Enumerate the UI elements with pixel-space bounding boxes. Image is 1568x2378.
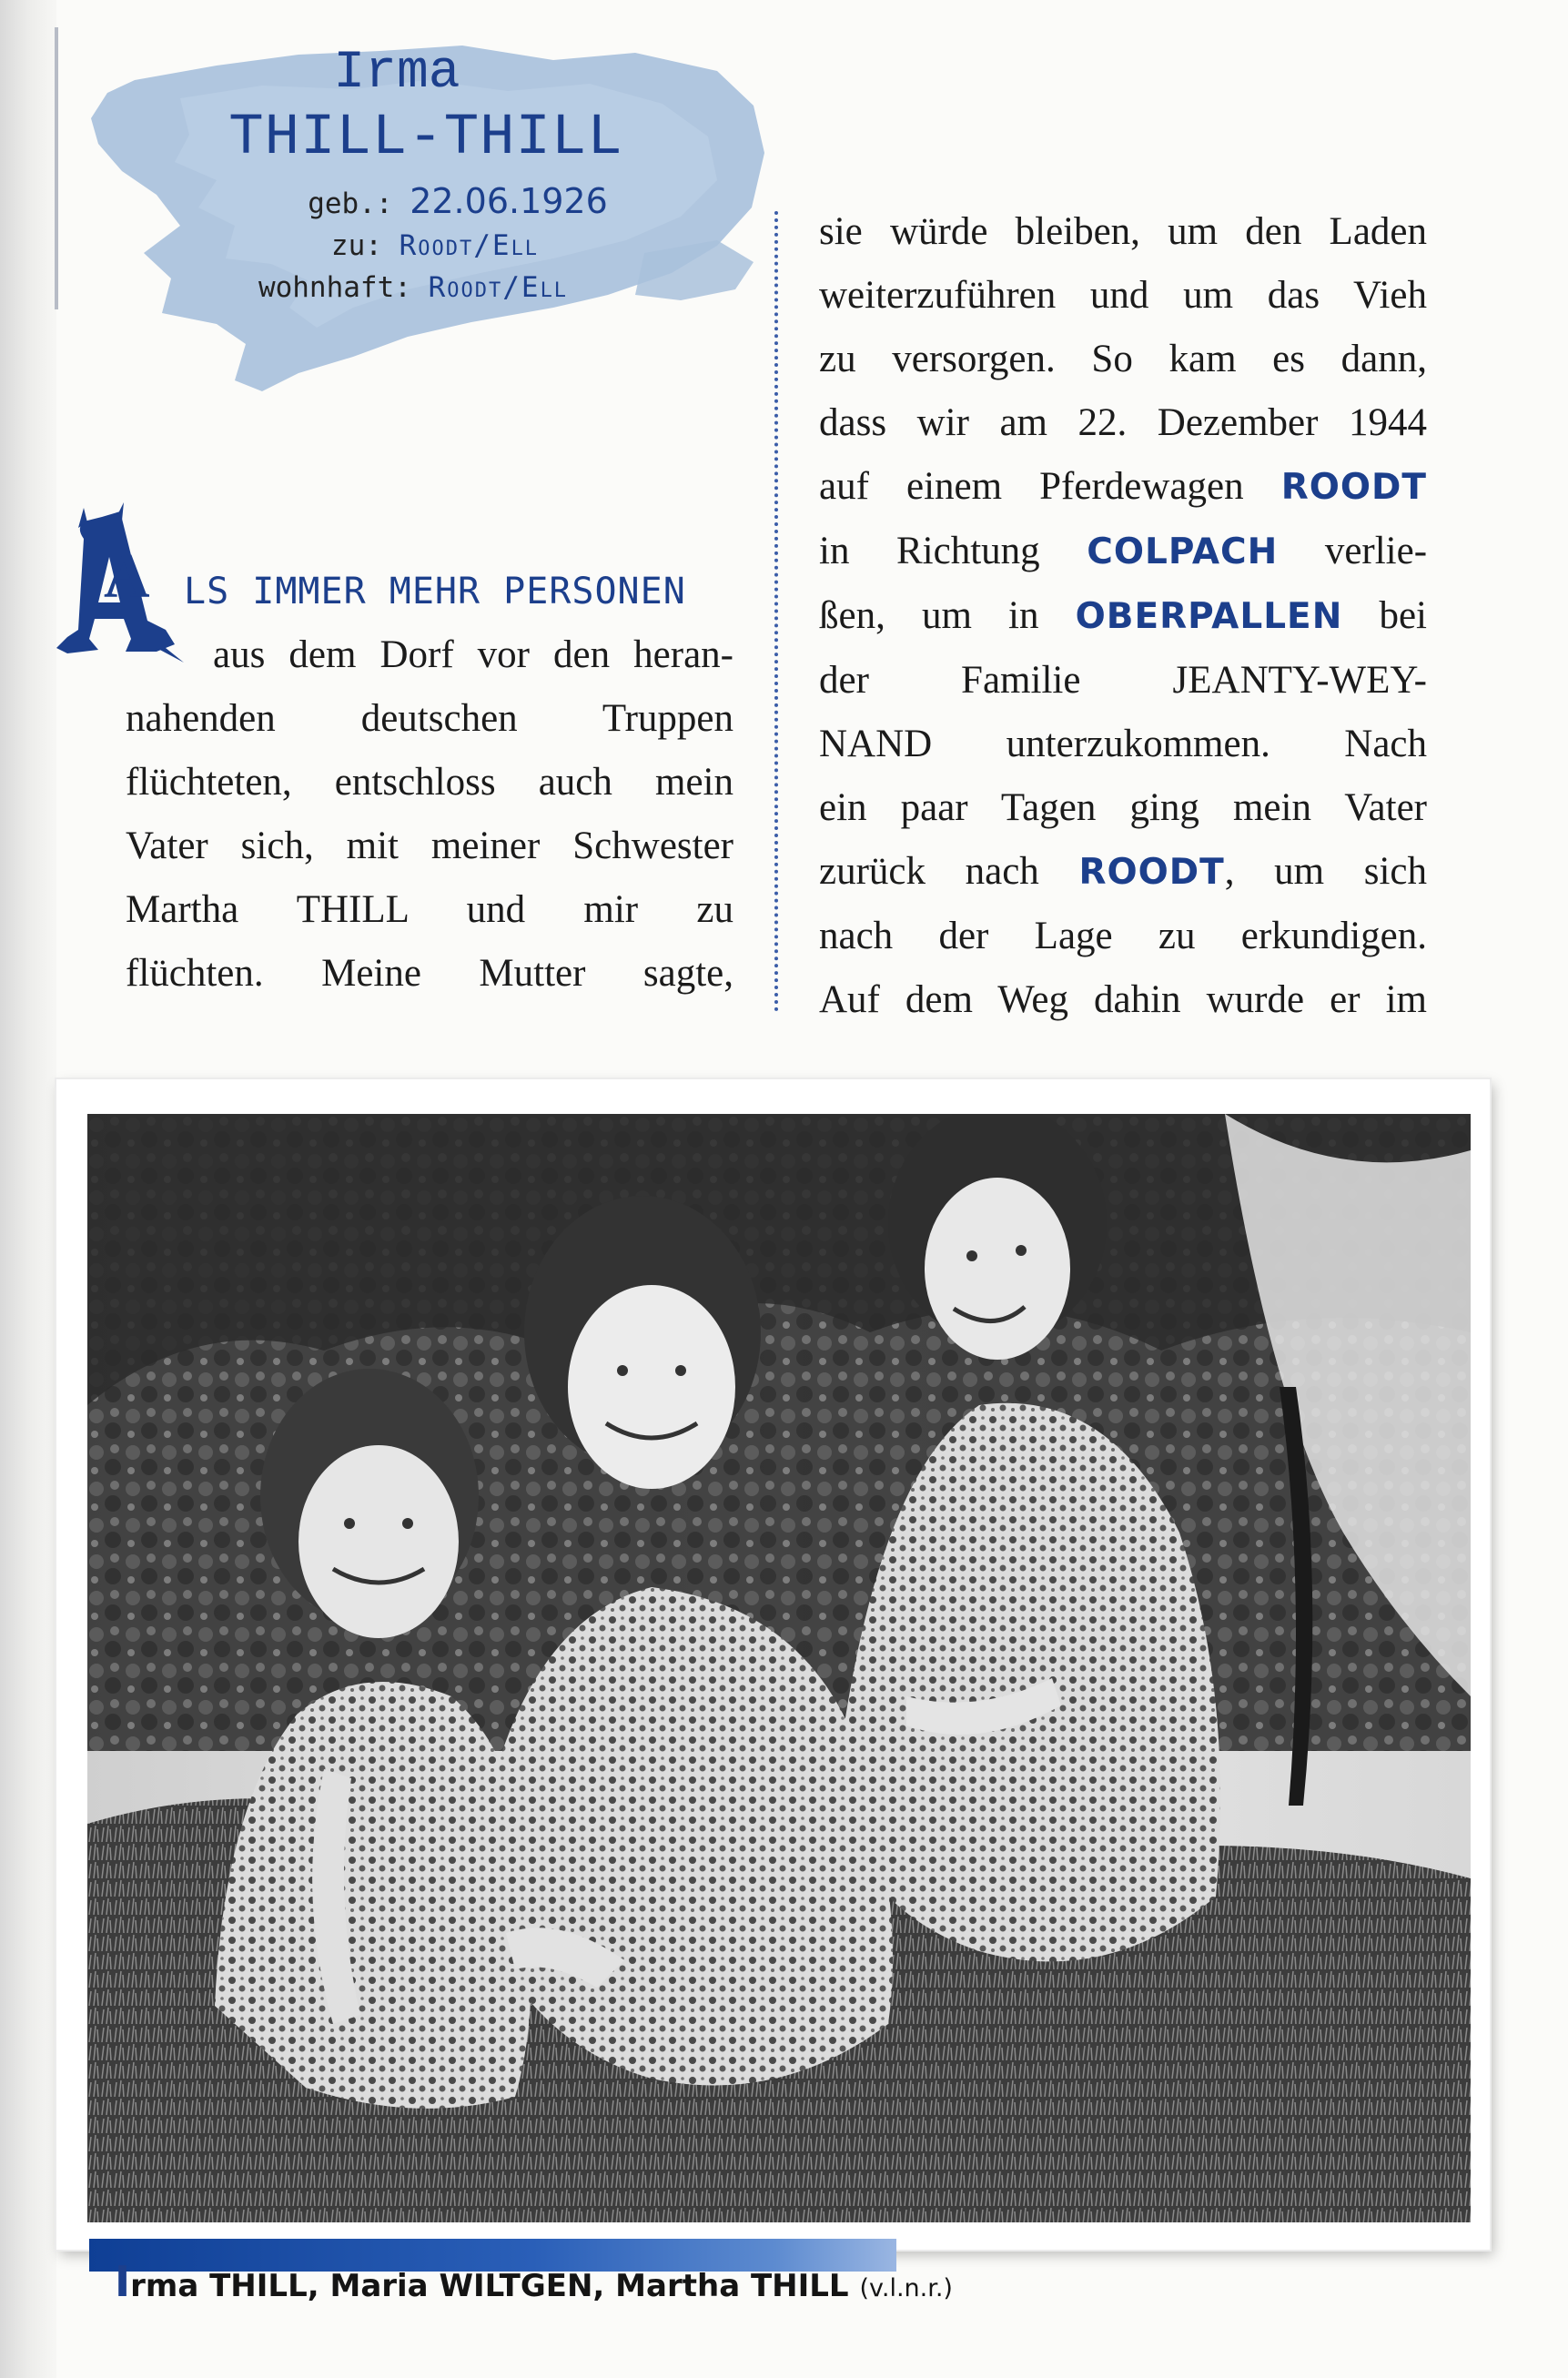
residence-row [91, 267, 735, 309]
person-first-name: Irma [333, 44, 460, 103]
text-line: sie würde bleiben, um den Laden [819, 210, 1427, 253]
article-column-left [126, 560, 733, 1006]
text-line: Vater sich, mit meiner Schwester [126, 825, 733, 867]
text-fragment: in Richtung [819, 530, 1040, 572]
text-fragment: verlie- [1324, 530, 1428, 572]
text-line: zu versorgen. So kam es dann, [819, 338, 1427, 380]
text-line: NAND unterzukommen. Nach [819, 723, 1427, 765]
text-line [819, 455, 1427, 520]
text-fragment: , um sich [1224, 850, 1427, 893]
place-name: ROODT [1280, 467, 1428, 508]
caption-order-note: (v.l.n.r.) [859, 2274, 953, 2302]
birth-date-row [180, 180, 735, 225]
person-last-name: THILL-THILL [228, 106, 623, 171]
text-line: der Familie JEANTY-WEY- [819, 659, 1427, 702]
person-header [80, 44, 735, 309]
caption-initial: I [115, 2257, 131, 2306]
opening-small-caps: LS IMMER MEHR PERSONEN [184, 571, 686, 612]
place-name: ROODT [1078, 852, 1225, 893]
residence-value: Roodt/Ell [428, 271, 569, 304]
birth-place-row [135, 225, 735, 267]
text-line: flüchteten, entschloss auch mein [126, 761, 733, 804]
birth-place-label: zu: [330, 229, 382, 262]
text-fragment: auf einem Pferdewagen [819, 465, 1244, 508]
place-name: COLPACH [1087, 531, 1279, 572]
text-line [819, 584, 1427, 649]
photo-caption [115, 2257, 953, 2306]
text-line: dass wir am 22. Dezember 1944 [819, 401, 1427, 444]
place-name: OBERPALLEN [1075, 596, 1343, 637]
drop-cap-text: A [104, 541, 150, 612]
text-line: nach der Lage zu erkundigen. [819, 915, 1427, 957]
text-fragment: zurück nach [819, 850, 1039, 893]
text-line: Auf dem Weg dahin wurde er im [819, 978, 1427, 1021]
birth-place-value: Roodt/Ell [399, 229, 540, 262]
text-line: aus dem Dorf vor den heran- [213, 633, 733, 676]
photo-illustration [87, 1114, 1471, 2222]
page-gutter-shadow [0, 0, 56, 2378]
opening-line [126, 560, 733, 623]
text-line: flüchten. Meine Mutter sagte, [126, 952, 733, 995]
caption-names: rma THILL, Maria WILTGEN, Martha THILL [130, 2268, 849, 2304]
text-line: ein paar Tagen ging mein Vater [819, 786, 1427, 829]
text-line [819, 840, 1427, 905]
text-fragment: bei [1379, 594, 1428, 637]
text-line: nahenden deutschen Truppen [126, 697, 733, 740]
residence-label: wohnhaft: [258, 271, 411, 304]
birth-date-label: geb.: [308, 187, 393, 220]
text-line: weiterzuführen und um das Vieh [819, 274, 1427, 317]
historical-photo [87, 1114, 1471, 2222]
text-line [819, 520, 1427, 584]
text-line: Martha THILL und mir zu [126, 888, 733, 931]
article-column-right [819, 200, 1427, 1032]
column-divider [774, 211, 778, 1012]
text-fragment: ßen, um in [819, 594, 1039, 637]
birth-date-value: 22.06.1926 [410, 181, 608, 221]
